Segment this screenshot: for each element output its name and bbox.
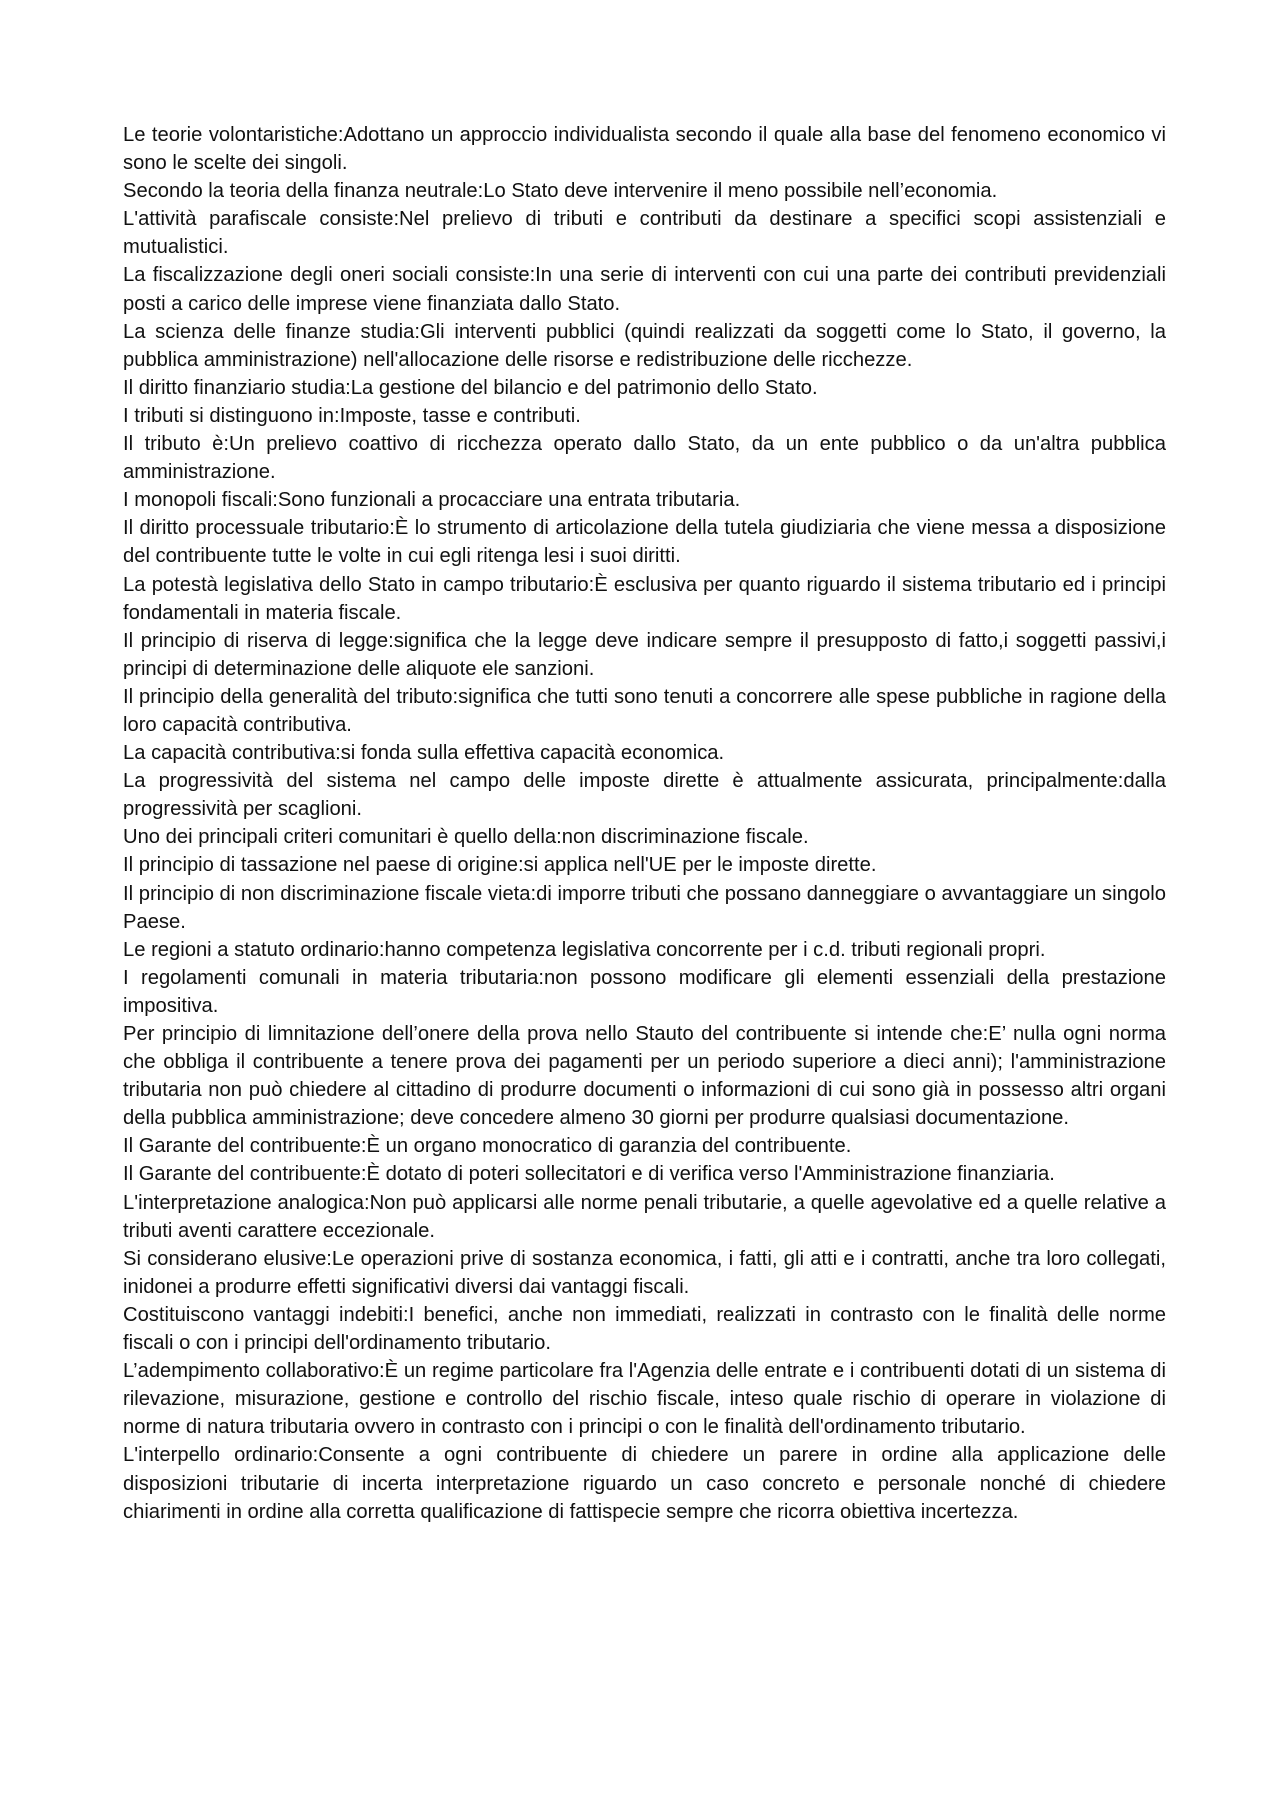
- paragraph-22: Il Garante del contribuente:È un organo monocratico di garanzia del contribuente.: [123, 1135, 852, 1158]
- paragraph-24: L'interpretazione analogica:Non può applicarsi alle norme penali tributarie, a quelle agevolative ed a quelle relative a tributi aventi carattere eccezionale.: [123, 1191, 1166, 1242]
- paragraph-27: L’adempimento collaborativo:È un regime particolare fra l'Agenzia delle entrate e i contribuenti dotati di un sistema di rilevazione, misurazione, gestione e controllo del rischio fiscale, inteso quale rischio di operare in violazione di norme di natura tributaria ovvero in contrasto con i principi o con le finalità dell'ordinamento tributario.: [123, 1360, 1166, 1439]
- paragraph-23: Il Garante del contribuente:È dotato di poteri sollecitatori e di verifica verso l'Amministrazione finanziaria.: [123, 1163, 1055, 1186]
- paragraph-4: La fiscalizzazione degli oneri sociali consiste:In una serie di interventi con cui una parte dei contributi previdenziali posti a carico delle imprese viene finanziata dallo Stato.: [123, 264, 1166, 315]
- paragraph-13: Il principio della generalità del tributo:significa che tutti sono tenuti a concorrere alle spese pubbliche in ragione della loro capacità contributiva.: [123, 685, 1166, 736]
- paragraph-21: Per principio di limnitazione dell’onere della prova nello Stauto del contribuente si intende che:E’ nulla ogni norma che obbliga il contribuente a tenere prova dei pagamenti per un periodo superiore a dieci anni); l'amministrazione tributaria non può chiedere al cittadino di produrre documenti o informazioni di cui sono già in possesso altri organi della pubblica amministrazione; deve concedere almeno 30 giorni per produrre qualsiasi documentazione.: [123, 1023, 1166, 1130]
- paragraph-9: I monopoli fiscali:Sono funzionali a procacciare una entrata tributaria.: [123, 489, 741, 512]
- paragraph-12: Il principio di riserva di legge:significa che la legge deve indicare sempre il presupposto di fatto,i soggetti passivi,i principi di determinazione delle aliquote ele sanzioni.: [123, 629, 1166, 680]
- paragraph-5: La scienza delle finanze studia:Gli interventi pubblici (quindi realizzati da soggetti come lo Stato, il governo, la pubblica amministrazione) nell'allocazione delle risorse e redistribuzione delle ricchezze.: [123, 320, 1166, 371]
- paragraph-18: Il principio di non discriminazione fiscale vieta:di imporre tributi che possano danneggiare o avvantaggiare un singolo Paese.: [123, 882, 1166, 933]
- paragraph-7: I tributi si distinguono in:Imposte, tasse e contributi.: [123, 404, 581, 427]
- paragraph-15: La progressività del sistema nel campo delle imposte dirette è attualmente assicurata, principalmente:dalla progressività per scaglioni.: [123, 770, 1166, 821]
- paragraph-2: Secondo la teoria della finanza neutrale:Lo Stato deve intervenire il meno possibile nell’economia.: [123, 180, 998, 203]
- paragraph-6: Il diritto finanziario studia:La gestione del bilancio e del patrimonio dello Stato.: [123, 376, 818, 399]
- paragraph-19: Le regioni a statuto ordinario:hanno competenza legislativa concorrente per i c.d. tributi regionali propri.: [123, 938, 1046, 961]
- paragraph-14: La capacità contributiva:si fonda sulla effettiva capacità economica.: [123, 742, 725, 765]
- paragraph-10: Il diritto processuale tributario:È lo strumento di articolazione della tutela giudiziaria che viene messa a disposizione del contribuente tutte le volte in cui egli ritenga lesi i suoi diritti.: [123, 517, 1166, 568]
- paragraph-11: La potestà legislativa dello Stato in campo tributario:È esclusiva per quanto riguardo il sistema tributario ed i principi fondamentali in materia fiscale.: [123, 573, 1166, 624]
- document-page: [123, 121, 1166, 1526]
- paragraph-8: Il tributo è:Un prelievo coattivo di ricchezza operato dallo Stato, da un ente pubblico o da un'altra pubblica amministrazione.: [123, 433, 1166, 484]
- paragraph-16: Uno dei principali criteri comunitari è quello della:non discriminazione fiscale.: [123, 826, 809, 849]
- paragraph-20: I regolamenti comunali in materia tributaria:non possono modificare gli elementi essenziali della prestazione impositiva.: [123, 966, 1166, 1017]
- paragraph-3: L'attività parafiscale consiste:Nel prelievo di tributi e contributi da destinare a specifici scopi assistenziali e mutualistici.: [123, 208, 1166, 259]
- paragraph-25: Si considerano elusive:Le operazioni prive di sostanza economica, i fatti, gli atti e i contratti, anche tra loro collegati, inidonei a produrre effetti significativi diversi dai vantaggi fiscali.: [123, 1247, 1166, 1298]
- paragraph-1: Le teorie volontaristiche:Adottano un approccio individualista secondo il quale alla base del fenomeno economico vi sono le scelte dei singoli.: [123, 124, 1166, 175]
- paragraph-17: Il principio di tassazione nel paese di origine:si applica nell'UE per le imposte dirette.: [123, 854, 877, 877]
- paragraph-26: Costituiscono vantaggi indebiti:I benefici, anche non immediati, realizzati in contrasto con le finalità delle norme fiscali o con i principi dell'ordinamento tributario.: [123, 1303, 1166, 1355]
- paragraph-28: L'interpello ordinario:Consente a ogni contribuente di chiedere un parere in ordine alla applicazione delle disposizioni tributarie di incerta interpretazione riguardo un caso concreto e personale nonché di chiedere chiarimenti in ordine alla corretta qualificazione di fattispecie sempre che ricorra obiettiva incertezza.: [123, 1444, 1166, 1523]
